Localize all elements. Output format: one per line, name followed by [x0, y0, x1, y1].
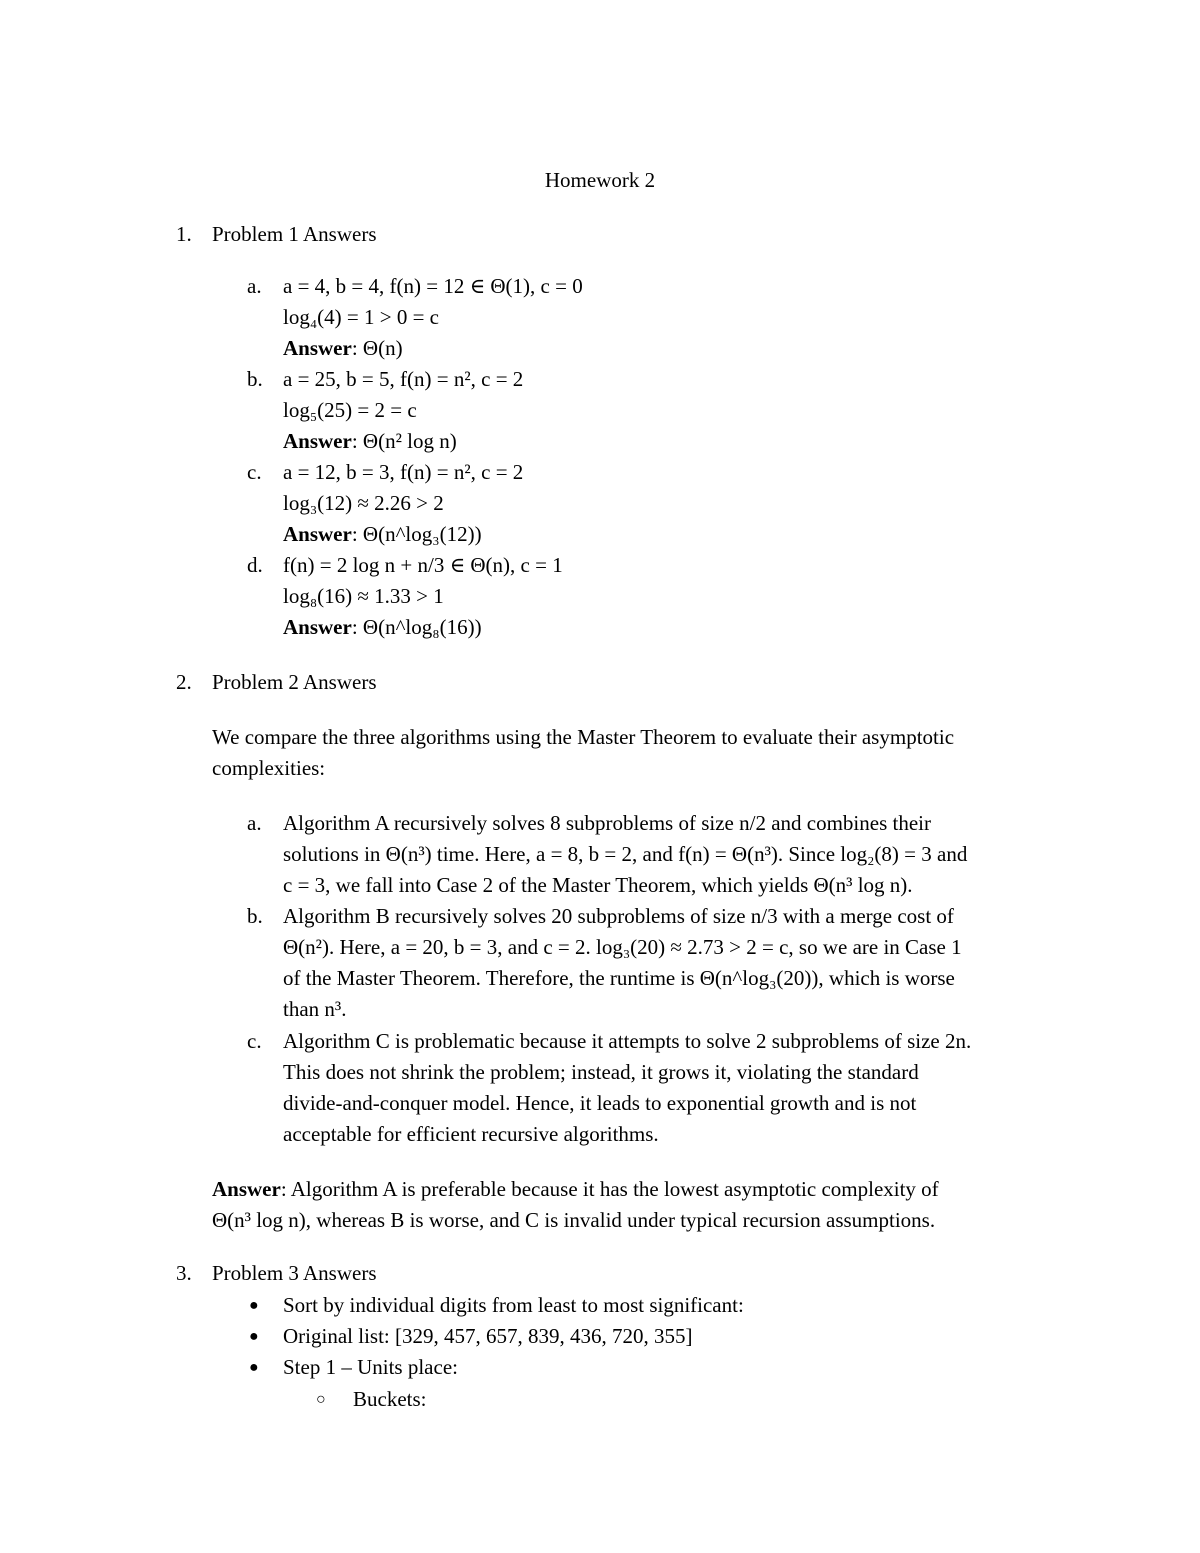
answer-line: [283, 519, 482, 550]
answer-value: : Θ(n): [351, 336, 403, 360]
paragraph-line: We compare the three algorithms using the Master Theorem to evaluate their asymptotic: [212, 725, 955, 749]
page-title: Homework 2: [544, 168, 656, 192]
answer-line: [283, 612, 482, 643]
paragraph-line: Algorithm A recursively solves 8 subproblems of size n/2 and combines their: [283, 811, 931, 835]
paragraph-line: c = 3, we fall into Case 2 of the Master Theorem, which yields Θ(n³ log n).: [283, 873, 913, 897]
problem-heading: Problem 2 Answers: [212, 670, 377, 694]
paragraph-line: This does not shrink the problem; instead, it grows it, violating the standard: [283, 1060, 919, 1084]
answer-label: Answer: [283, 615, 352, 639]
list-number: 3.: [176, 1261, 192, 1285]
bullet-item: Step 1 – Units place:: [283, 1355, 458, 1379]
bullet-item: Sort by individual digits from least to most significant:: [283, 1293, 744, 1317]
sub-bullet-item: Buckets:: [353, 1387, 427, 1411]
equation-line: a = 25, b = 5, f(n) = n², c = 2: [283, 367, 524, 391]
answer-line: [283, 333, 403, 364]
equation-line: log₅(25) = 2 = c: [283, 398, 417, 422]
list-number: 1.: [176, 222, 192, 246]
equation-line: log₃(12) ≈ 2.26 > 2: [283, 491, 444, 515]
paragraph-line: Algorithm C is problematic because it attempts to solve 2 subproblems of size 2n.: [283, 1029, 972, 1053]
bullet-icon: ●: [249, 1297, 259, 1314]
paragraph-line: divide-and-conquer model. Hence, it leads to exponential growth and is not: [283, 1091, 917, 1115]
paragraph-line: complexities:: [212, 756, 326, 780]
paragraph-line: of the Master Theorem. Therefore, the runtime is Θ(n^log₃(20)), which is worse: [283, 966, 955, 990]
item-label: d.: [247, 553, 263, 577]
equation-line: f(n) = 2 log n + n/3 ∈ Θ(n), c = 1: [283, 553, 563, 577]
item-label: a.: [247, 274, 262, 298]
bullet-icon: ●: [249, 1328, 259, 1345]
answer-value: : Θ(n^log₃(12)): [351, 522, 482, 546]
paragraph-line: acceptable for efficient recursive algorithms.: [283, 1122, 659, 1146]
equation-line: log₄(4) = 1 > 0 = c: [283, 305, 439, 329]
problem-heading: Problem 3 Answers: [212, 1261, 377, 1285]
answer-line: [283, 426, 457, 457]
list-number: 2.: [176, 670, 192, 694]
bullet-icon: ●: [249, 1359, 259, 1376]
paragraph-line: Θ(n²). Here, a = 20, b = 3, and c = 2. log₃(20) ≈ 2.73 > 2 = c, so we are in Case 1: [283, 935, 962, 959]
answer-label: Answer: [212, 1177, 281, 1201]
answer-value: : Θ(n^log₈(16)): [351, 615, 482, 639]
bullet-item: Original list: [329, 457, 657, 839, 436, 720, 355]: [283, 1324, 693, 1348]
answer-label: Answer: [283, 522, 352, 546]
paragraph-line: solutions in Θ(n³) time. Here, a = 8, b = 2, and f(n) = Θ(n³). Since log₂(8) = 3 and: [283, 842, 968, 866]
answer-label: Answer: [283, 336, 352, 360]
equation-line: a = 4, b = 4, f(n) = 12 ∈ Θ(1), c = 0: [283, 274, 583, 298]
answer-value: : Θ(n² log n): [351, 429, 457, 453]
paragraph-line: than n³.: [283, 997, 347, 1021]
problem-heading: Problem 1 Answers: [212, 222, 377, 246]
paragraph-line: Θ(n³ log n), whereas B is worse, and C is invalid under typical recursion assumptions.: [212, 1208, 936, 1232]
item-label: a.: [247, 811, 262, 835]
answer-value: : Algorithm A is preferable because it has the lowest asymptotic complexity of: [280, 1177, 939, 1201]
answer-label: Answer: [283, 429, 352, 453]
equation-line: a = 12, b = 3, f(n) = n², c = 2: [283, 460, 524, 484]
circle-bullet-icon: ○: [316, 1391, 326, 1408]
item-label: c.: [247, 460, 262, 484]
item-label: c.: [247, 1029, 262, 1053]
item-label: b.: [247, 904, 263, 928]
paragraph-line: Algorithm B recursively solves 20 subproblems of size n/3 with a merge cost of: [283, 904, 954, 928]
item-label: b.: [247, 367, 263, 391]
equation-line: log₈(16) ≈ 1.33 > 1: [283, 584, 444, 608]
answer-line: [212, 1174, 939, 1205]
